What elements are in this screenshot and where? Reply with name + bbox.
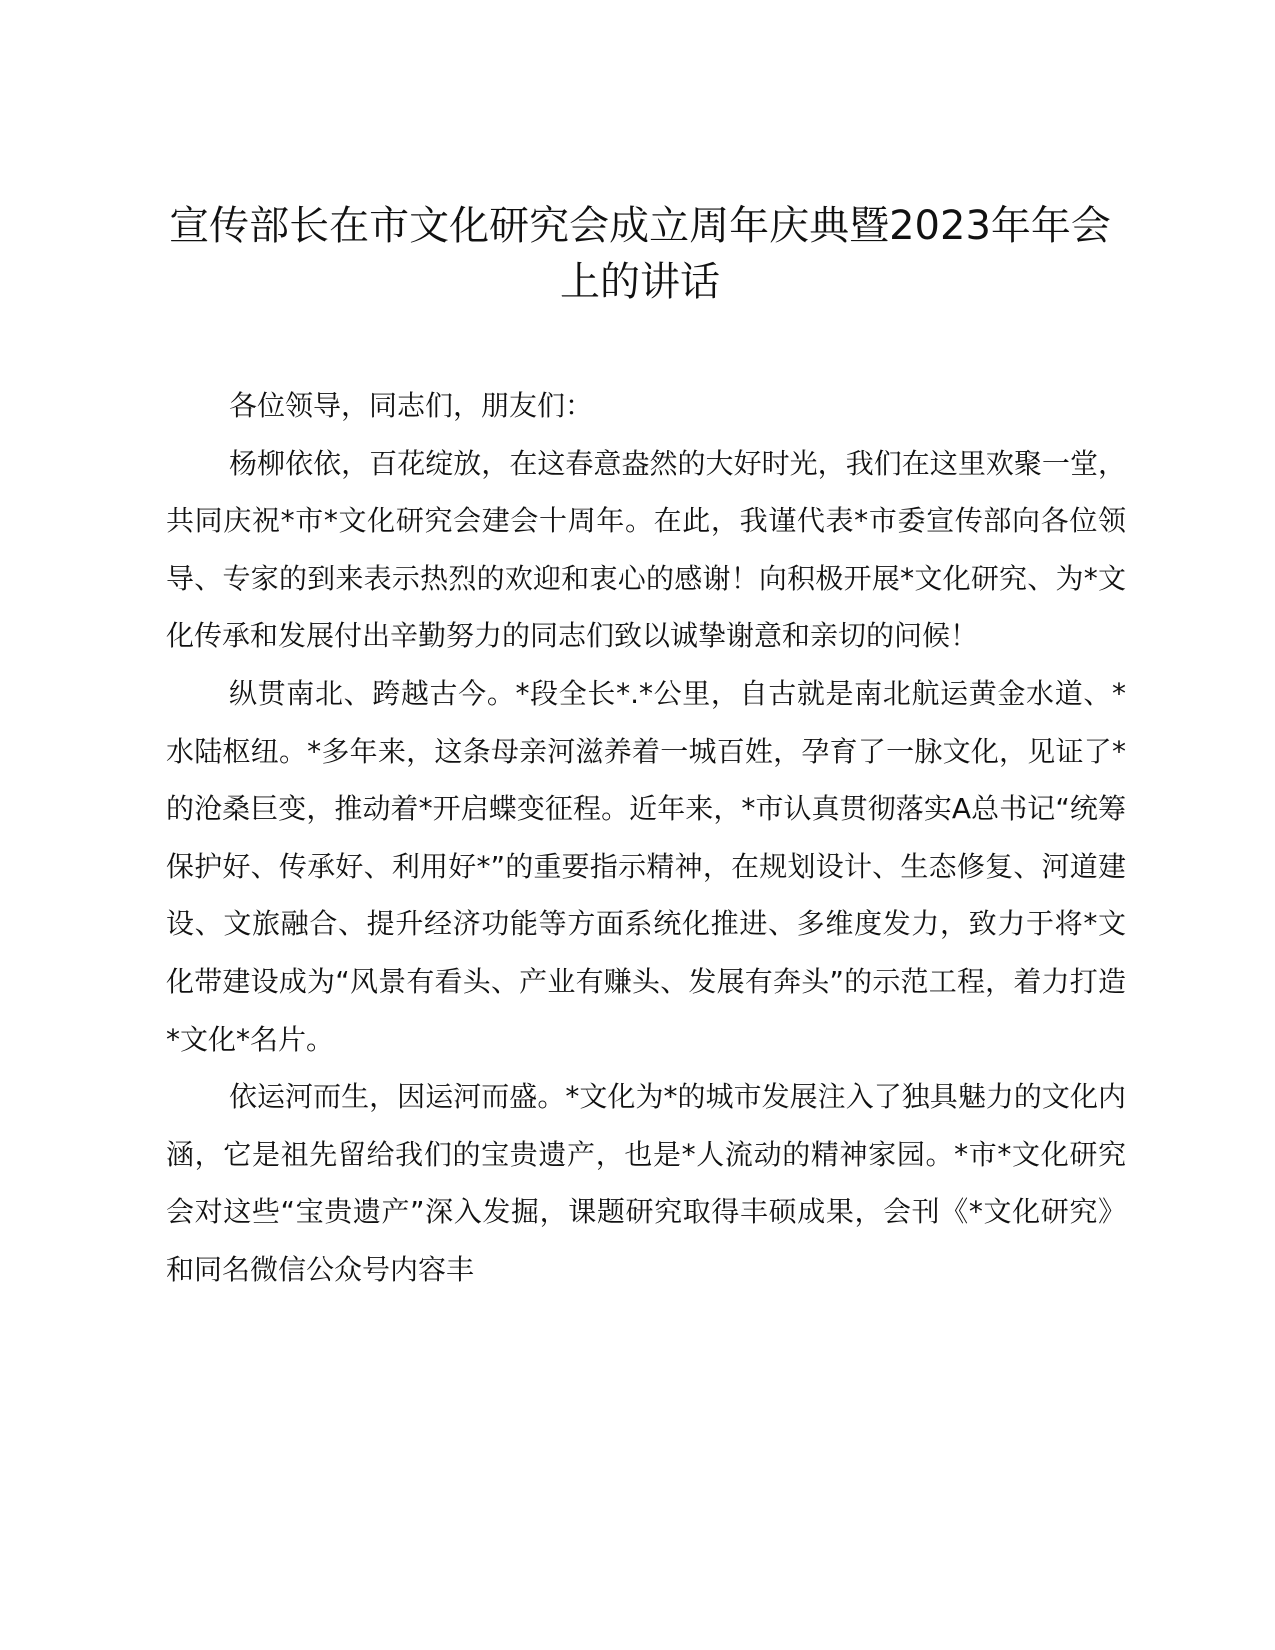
greeting-paragraph: 各位领导，同志们，朋友们： — [229, 389, 594, 422]
body-paragraph-1: 杨柳依依，百花绽放，在这春意盎然的大好时光，我们在这里欢聚一堂，共同庆祝*市*文化研究会建会十周年。在此，我谨代表*市委宣传部向各位领导、专家的到来表示热烈的欢迎和衷心的感谢！向积极开展*文化研究、为*文化传承和发展付出辛勤努力的同志们致以诚挚谢意和亲切的问候！ — [166, 446, 1126, 653]
document-body — [166, 377, 1126, 1299]
document-title: 宣传部长在市文化研究会成立周年庆典暨2023年年会上的讲话 — [169, 203, 1111, 305]
body-paragraph-2: 纵贯南北、跨越古今。*段全长*.*公里，自古就是南北航运黄金水道、*水陆枢纽。*多年来，这条母亲河滋养着一城百姓，孕育了一脉文化，见证了*的沧桑巨变，推动着*开启蝶变征程。近年来，*市认真贯彻落实A总书记“统筹保护好、传承好、利用好*”的重要指示精神，在规划设计、生态修复、河道建设、文旅融合、提升经济功能等方面系统化推进、多维度发力，致力于将*文化带建设成为“风景有看头、产业有赚头、发展有奔头”的示范工程，着力打造*文化*名片。 — [166, 676, 1126, 1056]
body-paragraph-3: 依运河而生，因运河而盛。*文化为*的城市发展注入了独具魅力的文化内涵，它是祖先留给我们的宝贵遗产，也是*人流动的精神家园。*市*文化研究会对这些“宝贵遗产”深入发掘，课题研究取得丰硕成果，会刊《*文化研究》和同名微信公众号内容丰 — [166, 1080, 1126, 1286]
